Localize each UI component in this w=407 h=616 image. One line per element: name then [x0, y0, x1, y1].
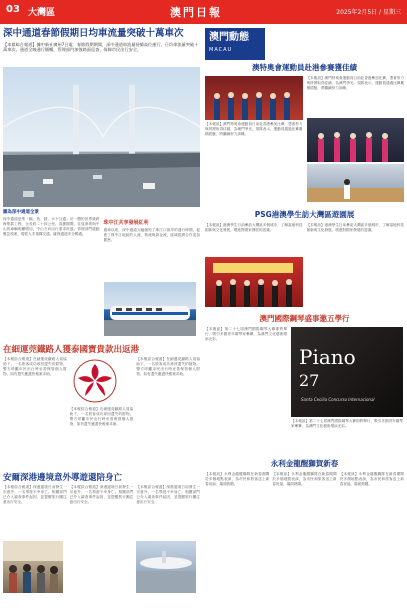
left-column: [3, 26, 200, 614]
train-photo: [104, 282, 196, 336]
main-body-right: [104, 217, 201, 339]
page-header: [0, 0, 407, 24]
right-column: [205, 26, 404, 614]
bridge-photo: [3, 67, 200, 207]
story3-col-1: [3, 485, 67, 597]
masthead-area: [205, 26, 404, 60]
masthead-title: 澳門動態: [209, 32, 249, 43]
piano-logo-col: [291, 327, 403, 455]
piano-logo-number: 27: [299, 371, 320, 390]
bauhinia-icon: [72, 358, 118, 404]
piano-logo-word: Piano: [299, 345, 356, 369]
main-body-columns: [3, 217, 200, 339]
train-illustration: [104, 282, 196, 336]
bowling-illustration: [307, 164, 403, 202]
right-story4-text-3: 【本報訊】永利金龍醒獅隊在新春期間於多個地點表演，為市民和旅客送上新春祝福，場面熱鬧。: [339, 472, 404, 486]
main-body-text-2: 通車以來，深中通道大幅縮短了珠江口兩岸的通行時間，促進了珠中江地區的人流、物流與資金流，區域經濟合作更加緊密。: [103, 228, 200, 242]
story3-text-2: 【本報綜合報道】深港邊境日前發生一宗意外，一名導遊不幸身亡。相關部門已介入調查事件起因，並提醒旅行團注意出行安全。: [69, 485, 134, 504]
bridge-caption: 圖為深中通道全景: [3, 210, 39, 215]
right-story2-columns: [205, 223, 404, 309]
piano-logo-tagline: Santa Cecilia Concurso Internacional: [301, 397, 375, 402]
piano-logo: [291, 327, 403, 417]
right-story1-text-1: 【本報訊】澳門特奧會運動員日前赴香港參加比賽，憑著努力與拼搏取得佳績，為澳門爭光。領隊表示，運動員通過比賽累積經驗，將繼續努力訓練。: [205, 122, 303, 136]
right-story1-headline: 澳特奧會運動員赴港參賽獲佳績: [252, 63, 357, 72]
main-headline: 深中通道春節假期日均車流量突破十萬車次: [3, 28, 184, 39]
section-number: 03: [6, 4, 20, 15]
story2-text-2: 【本報綜合報道】在細運莞鐵路人員協助下，一名旅客成功尋回遺失的財物。警方呼籲市民出行時妥善保管個人財物，如有遺失應盡快報案求助。: [69, 407, 134, 426]
masthead-subtitle: MACAU: [209, 47, 233, 53]
section-name: 大灣區: [28, 8, 56, 18]
right-story4-text-2: 【本報訊】永利金龍醒獅隊在新春期間於多個地點表演，為市民和旅客送上新春祝福，場面熱鬧。: [272, 472, 337, 486]
team-photo-2: [307, 118, 405, 162]
right-story1-text-2: 【本報訊】澳門特奧會運動員日前赴香港參加比賽，憑著努力與拼搏取得佳績，為澳門爭光。領隊表示，運動員通過比賽累積經驗，將繼續努力訓練。: [306, 76, 404, 90]
story3-col-3: [136, 485, 200, 597]
main-lead: 【本報綜合報道】據中新社廣州7日電：春節假期期間，深中通道車流量持續高位運行，日均車流量突破十萬車次。通道全線通行順暢，管理部門加強路面巡查，保障市民出行安全。: [3, 42, 199, 53]
story2-text-1: 【本報綜合報道】在細運莞鐵路人員協助下，一名旅客成功尋回遺失的財物。警方呼籲市民出行時妥善保管個人財物，如有遺失應盡快報案求助。: [3, 357, 67, 376]
right-story2-text-2: 【本報訊】港澳學生日前參訪大灣區多個城市，了解當地科技創新與文化發展，增進對國家發展的認識。: [306, 223, 404, 232]
story3-headline: 安爾深港邊境意外導遊還陪身亡: [3, 473, 123, 483]
airport-photo: [3, 541, 63, 593]
main-subhead: 珠中江共享發展紅利: [103, 220, 149, 226]
team-illustration-2: [307, 118, 403, 162]
right-story3-text: 【本報訊】第二十七屆澳門國際鋼琴大賽即將舉行，吸引多國青年鋼琴家參賽，為澳門文化藝術增添光彩。: [205, 327, 287, 341]
right-story3-headline: 澳門國際鋼琴盛事邀五學行: [259, 314, 350, 323]
paper-name: 澳門日報: [170, 6, 222, 19]
team-photo-1: [205, 76, 303, 120]
team-illustration-1: [205, 76, 301, 120]
bowling-photo: [307, 164, 405, 202]
aircrew-photo: [136, 541, 196, 593]
story3-text-3: 【本報綜合報道】深港邊境日前發生一宗意外，一名導遊不幸身亡。相關部門已介入調查事件起因，並提醒旅行團注意出行安全。: [136, 485, 200, 504]
story3-text-1: 【本報綜合報道】深港邊境日前發生一宗意外，一名導遊不幸身亡。相關部門已介入調查事件起因，並提醒旅行團注意出行安全。: [3, 485, 67, 504]
right-story2-text-1: 【本報訊】港澳學生日前參訪大灣區多個城市，了解當地科技創新與文化發展，增進對國家發展的認識。: [205, 223, 303, 232]
right-story4-columns: [205, 472, 404, 562]
students-illustration: [205, 257, 301, 307]
right-story1-columns: [205, 76, 404, 206]
students-photo: [205, 257, 303, 307]
right-story2-col-1: [205, 223, 303, 309]
story2-text-3: 【本報綜合報道】在細運莞鐵路人員協助下，一名旅客成功尋回遺失的財物。警方呼籲市民出行時妥善保管個人財物，如有遺失應盡快報案求助。: [136, 357, 200, 376]
masthead-box: [205, 28, 265, 60]
right-story1-col-2: [307, 76, 405, 206]
right-story1-col-1: [205, 76, 303, 206]
story3-columns: [3, 485, 200, 597]
bridge-illustration: [3, 67, 200, 207]
main-body-text: 深中通道是集「橋、島、隧、水下互通」於一體的世界級跨海集群工程，全長約二十四公里。春節期間，往返深圳與中山的車輛明顯增加，中山方向出行需求旺盛。管理部門啟動應急預案，增派人手指揮交通，確保通道安全暢通。: [3, 217, 100, 236]
right-story3-columns: [205, 327, 404, 455]
right-story3-text-2: 【本報訊】第二十七屆澳門國際鋼琴大賽即將舉行，吸引多國青年鋼琴家參賽，為澳門文化藝術增添光彩。: [291, 419, 403, 428]
story2-columns: [3, 357, 200, 467]
crowd-illustration: [3, 541, 63, 593]
issue-date: 2025年2月5日 / 星期三: [336, 9, 401, 16]
right-story2-headline: PSG港澳學生訪大灣區遊園展: [254, 210, 355, 219]
right-story4-headline: 永利金龍醒獅賀新春: [270, 459, 339, 468]
right-story4-text-1: 【本報訊】永利金龍醒獅隊在新春期間於多個地點表演，為市民和旅客送上新春祝福，場面熱鬧。: [205, 472, 270, 486]
hk-police-emblem: [70, 357, 120, 405]
aircraft-illustration: [136, 541, 196, 593]
story2-headline: 在細運莞鐵路人獲泰國寶貴款出返港: [3, 345, 140, 355]
story2-logo-col: [70, 357, 134, 467]
